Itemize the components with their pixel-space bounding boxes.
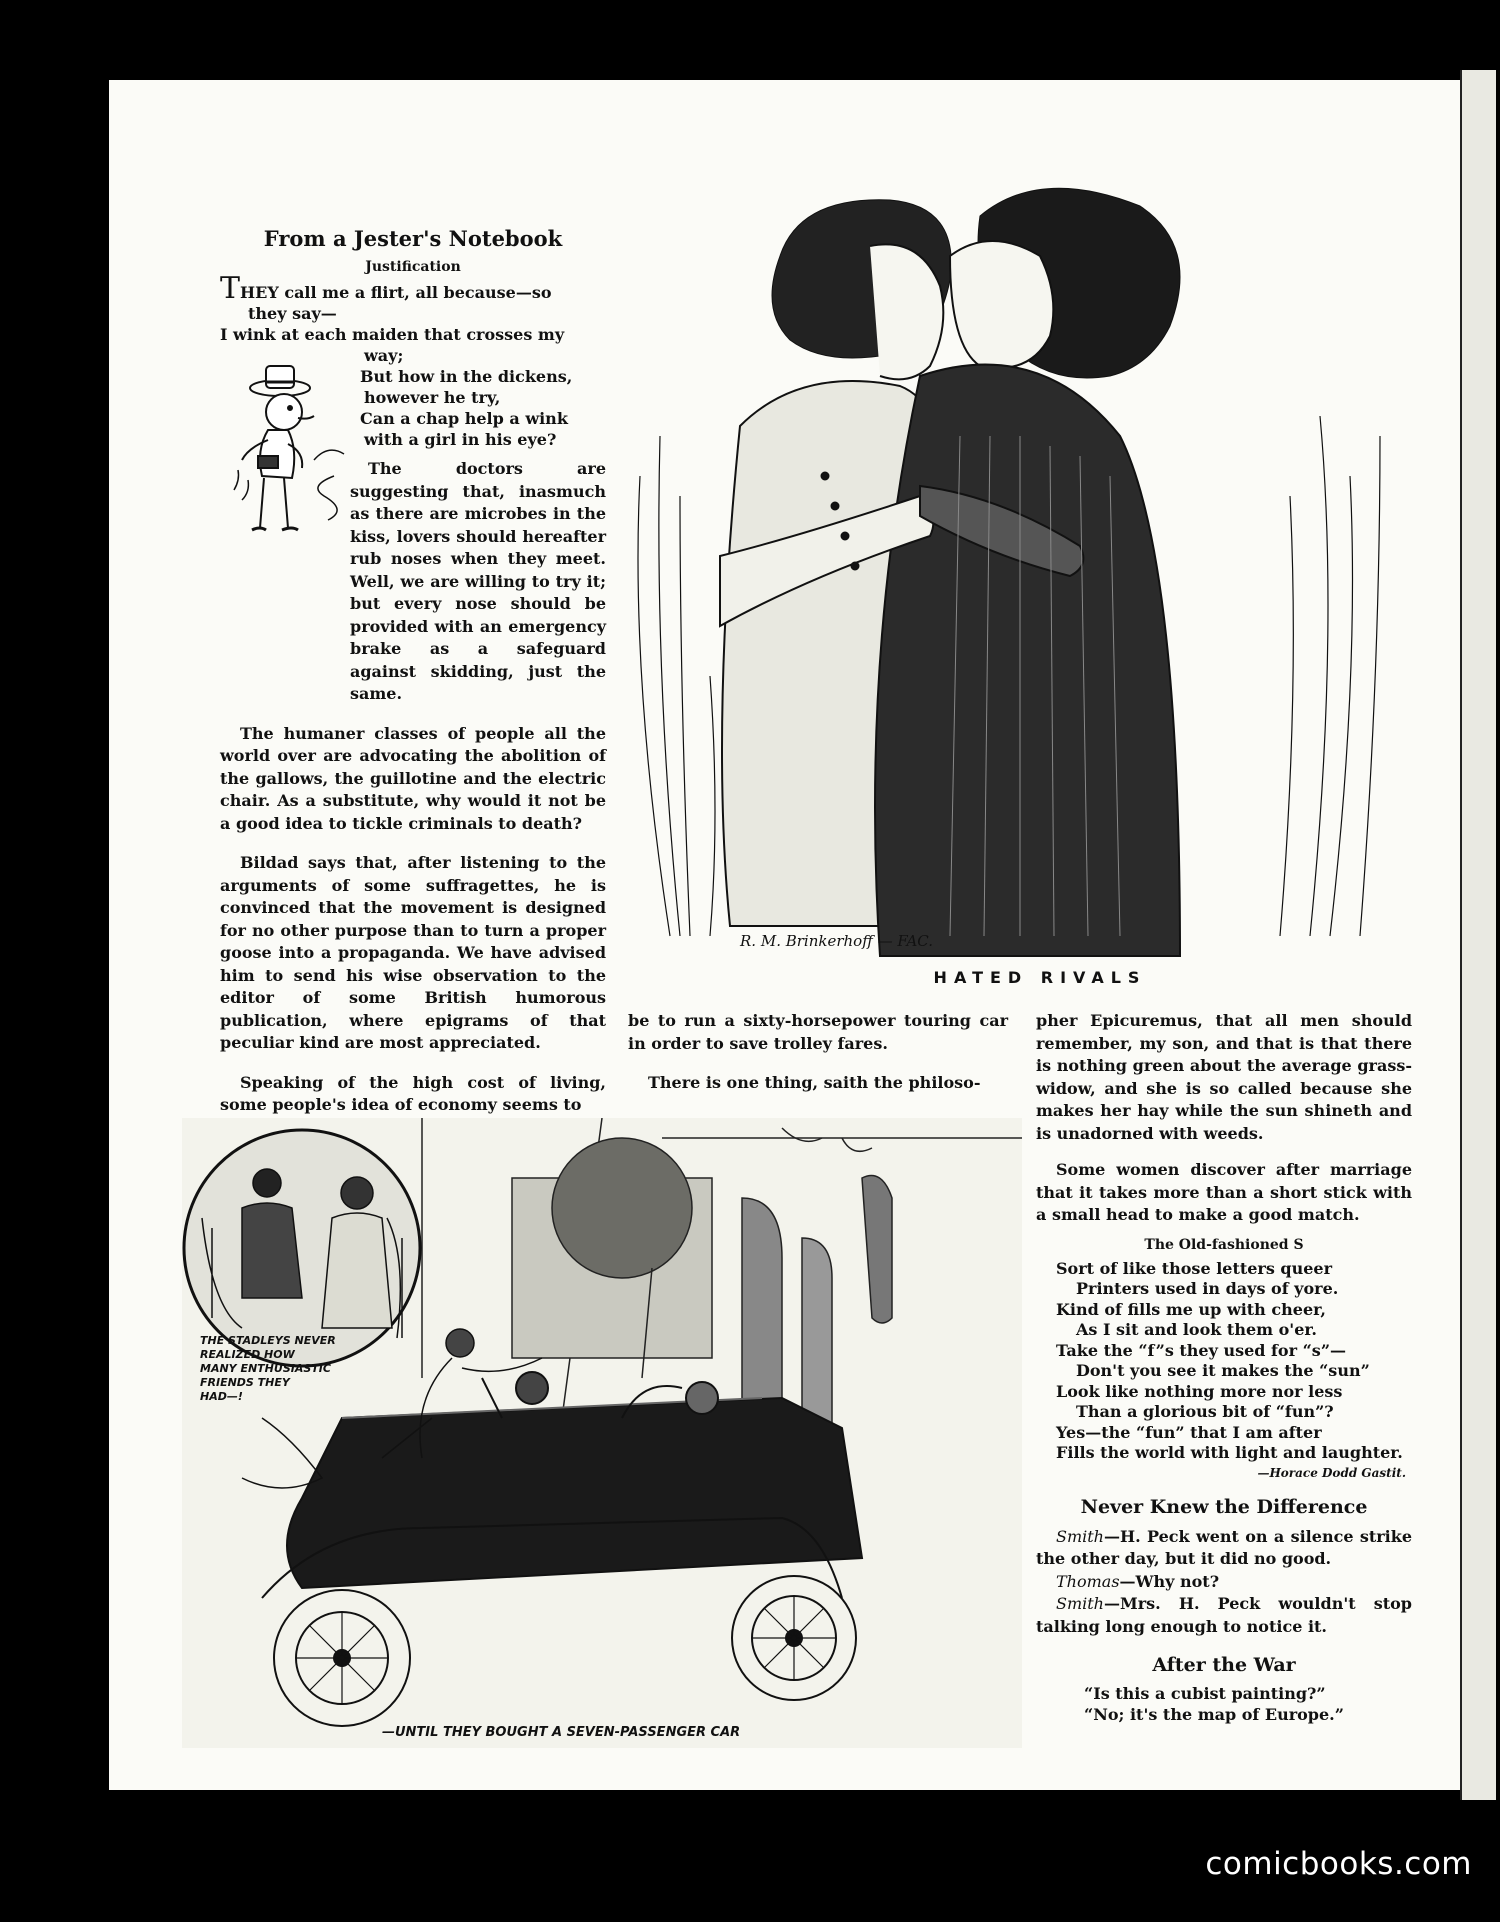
verse-line: Take the “f”s they used for “s”— (1056, 1340, 1347, 1360)
dialogue-line-2 (1036, 1571, 1412, 1594)
verse-line: As I sit and look them o'er. (1076, 1320, 1317, 1339)
artist-signature: R. M. Brinkerhoff — FAC. (740, 932, 934, 950)
site-watermark: comicbooks.com (1205, 1846, 1472, 1882)
verse-line: Sort of like those letters queer (1056, 1258, 1333, 1278)
para-doctors: The doctors are suggesting that, inasmuch as there are microbes in the kiss, lovers should hereafter rub noses when they meet. Well, we are willing to try it; but every nose should be provided with an emergency brake as a safeguard against skidding, just the same. (350, 459, 606, 703)
jester-sketch-illustration (228, 360, 362, 560)
dialogue-line-1 (1036, 1526, 1412, 1571)
after-war-title: After the War (1152, 1654, 1296, 1676)
inset-caption-line: THE STADLEYS NEVER (200, 1334, 336, 1347)
poem-line-7: Can a chap help a wink (360, 409, 568, 428)
speaker-name: Smith (1056, 1526, 1104, 1546)
never-knew-title: Never Knew the Difference (1080, 1495, 1368, 1518)
para-bildad: Bildad says that, after listening to the arguments of some suffragettes, he is convinced that the movement is designed for no other purpose than to turn a proper goose into a propaganda. We have advised him to send his wise observation to the editor of some British humorous publication, where epigrams of that peculiar kind are most appreciated. (220, 853, 606, 1052)
verse-line: Look like nothing more nor less (1056, 1381, 1343, 1401)
poem-text-1: HEY call me a flirt, all because—so (240, 283, 552, 302)
para-epicuremus: pher Epicuremus, that all men should remember, my son, and that is that there is nothing green about the average grass-widow, and she is so called because she makes her hay while the sun shineth and is unadorned with weeds. (1036, 1011, 1412, 1143)
verse-line: Printers used in days of yore. (1076, 1279, 1339, 1298)
drop-cap: T (220, 271, 241, 306)
speaker-name: Thomas (1056, 1571, 1120, 1591)
car-cartoon-illustration (182, 1118, 1022, 1748)
inset-caption-line: REALIZED HOW (200, 1348, 295, 1361)
after-war-line-1: “Is this a cubist painting?” (1084, 1684, 1326, 1703)
after-war-line-2: “No; it's the map of Europe.” (1084, 1704, 1344, 1724)
verse-line: Than a glorious bit of “fun”? (1076, 1402, 1334, 1421)
verse-line: Don't you see it makes the “sun” (1076, 1361, 1370, 1380)
dialogue-text: —Mrs. H. Peck wouldn't stop talking long enough to notice it. (1036, 1594, 1412, 1636)
right-column (1036, 1010, 1412, 1725)
inset-caption-line: MANY ENTHUSIASTIC (200, 1362, 331, 1375)
dialogue-text: —H. Peck went on a silence strike the other day, but it did no good. (1036, 1526, 1412, 1568)
inset-caption-line: FRIENDS THEY (200, 1376, 290, 1389)
middle-column (628, 1010, 1008, 1112)
verse-line: Fills the world with light and laughter. (1056, 1443, 1403, 1462)
para-touring-car: be to run a sixty-horsepower touring car in order to save trolley fares. (628, 1011, 1008, 1053)
poem-line-4: way; (364, 346, 404, 365)
inset-caption-line: HAD—! (200, 1390, 243, 1403)
poem-line-6: however he try, (364, 388, 501, 407)
page-gutter (1460, 70, 1496, 1800)
poem-line-5: But how in the dickens, (360, 367, 573, 386)
old-s-title: The Old-fashioned S (1144, 1236, 1304, 1253)
car-cartoon-caption: —UNTIL THEY BOUGHT A SEVEN-PASSENGER CAR (382, 1725, 741, 1740)
poem-line-2: they say— (248, 304, 337, 323)
para-good-match: Some women discover after marriage that it takes more than a short stick with a small head to make a good match. (1036, 1160, 1412, 1224)
jester-subtitle: Justification (365, 259, 461, 275)
para-humaner: The humaner classes of people all the world over are advocating the abolition of the gallows, the guillotine and the electric chair. As a substitute, why would it not be a good idea to tickle criminals to death? (220, 723, 606, 833)
jester-title: From a Jester's Notebook (263, 226, 563, 251)
verse-line: Kind of fills me up with cheer, (1056, 1299, 1326, 1319)
hated-rivals-caption: HATED RIVALS (933, 968, 1147, 987)
verse-attribution: —Horace Dodd Gastit. (1257, 1465, 1406, 1480)
poem-line-8: with a girl in his eye? (364, 430, 557, 449)
dialogue-text: —Why not? (1119, 1571, 1220, 1591)
speaker-name: Smith (1056, 1594, 1104, 1613)
poem-line-3: I wink at each maiden that crosses my (220, 325, 565, 344)
poem-line-1 (220, 271, 606, 306)
hated-rivals-illustration (620, 176, 1410, 966)
para-cost-of-living: Speaking of the high cost of living, some people's idea of economy seems to (220, 1072, 606, 1114)
verse-line: Yes—the “fun” that I am after (1056, 1422, 1322, 1442)
para-philosopher: There is one thing, saith the philoso- (648, 1073, 981, 1092)
dialogue-line-3 (1036, 1593, 1412, 1638)
